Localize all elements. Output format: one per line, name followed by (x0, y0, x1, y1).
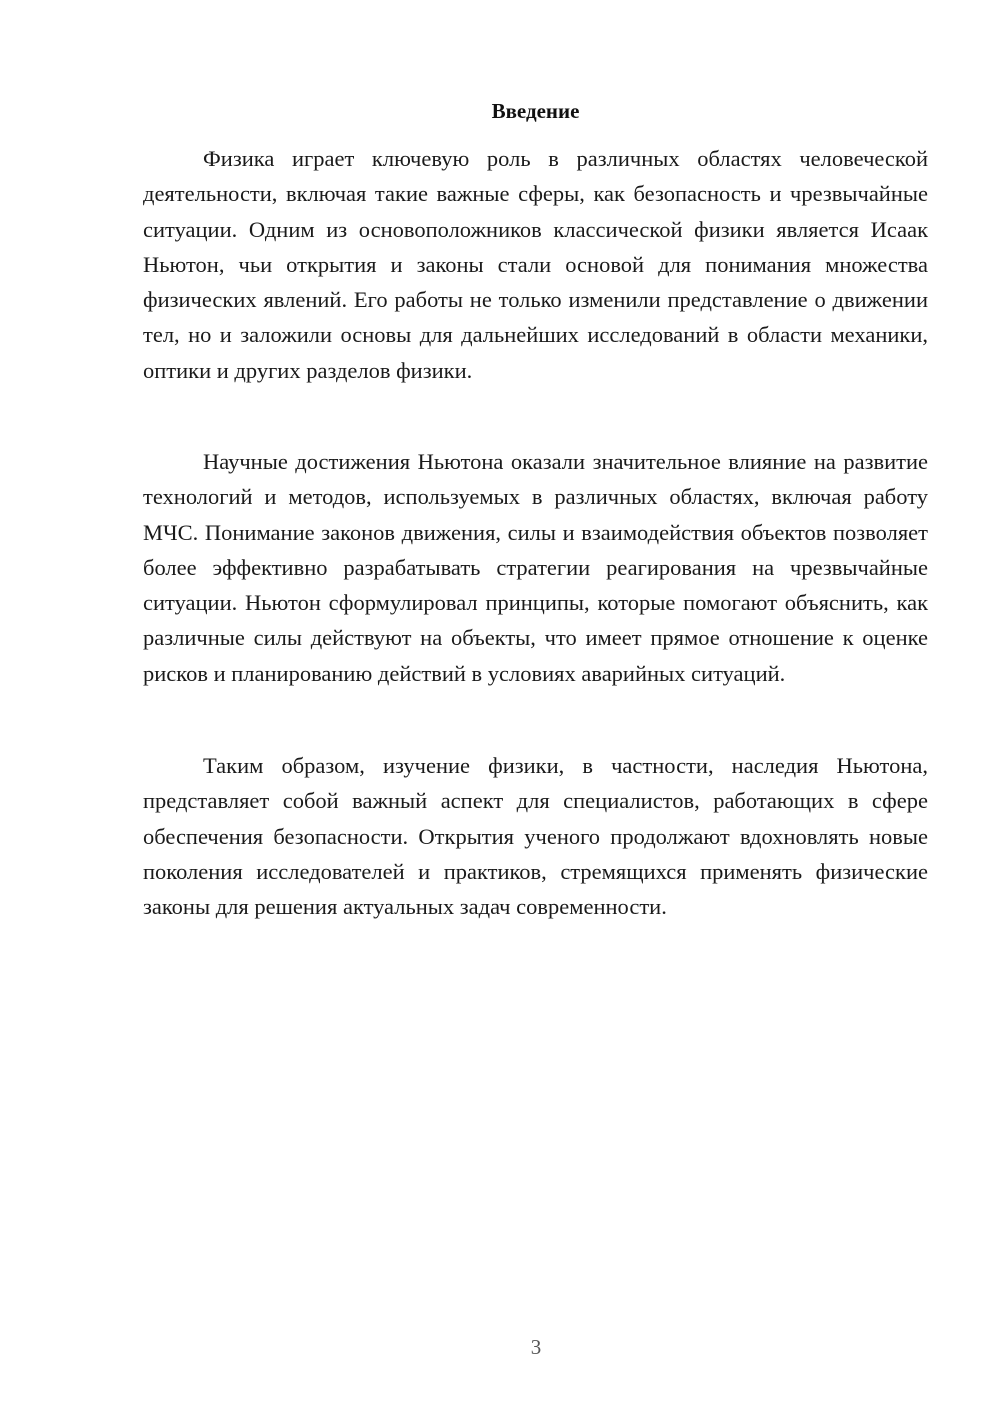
paragraph-achievements: Научные достижения Ньютона оказали значительное влияние на развитие технологий и методов, используемых в различных областях, включая работу МЧС. Понимание законов движения, силы и взаимодействия объектов позволяет более эффективно разрабатывать стратегии реагирования на чрезвычайные ситуации. Ньютон сформулировал принципы, которые помогают объяснить, как различные силы действуют на объекты, что имеет прямое отношение к оценке рисков и планированию действий в условиях аварийных ситуаций. (143, 449, 928, 686)
page-number: 3 (530, 1335, 542, 1359)
section-heading: Введение (491, 99, 580, 123)
paragraph-intro: Физика играет ключевую роль в различных областях человеческой деятельности, включая такие важные сферы, как безопасность и чрезвычайные ситуации. Одним из основоположников классической физики является Исаак Ньютон, чьи открытия и законы стали основой для понимания множества физических явлений. Его работы не только изменили представление о движении тел, но и заложили основы для дальнейших исследований в области механики, оптики и других разделов физики. (143, 146, 928, 383)
paragraph-conclusion: Таким образом, изучение физики, в частности, наследия Ньютона, представляет собой важный аспект для специалистов, работающих в сфере обеспечения безопасности. Открытия ученого продолжают вдохновлять новые поколения исследователей и практиков, стремящихся применять физические законы для решения актуальных задач современности. (143, 753, 928, 920)
